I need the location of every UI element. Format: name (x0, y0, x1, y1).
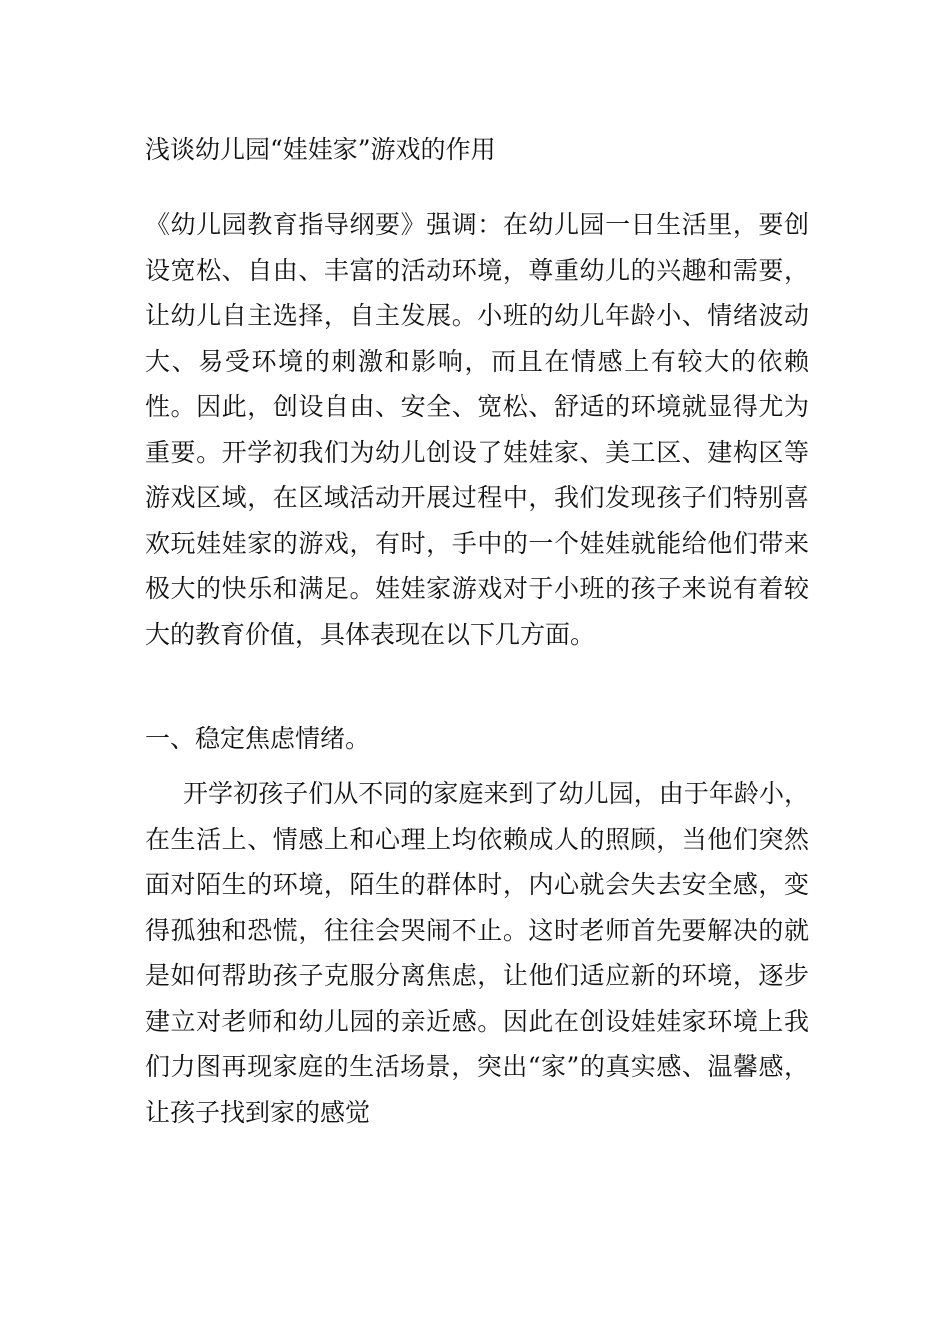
section-paragraph: 开学初孩子们从不同的家庭来到了幼儿园，由于年龄小，在生活上、情感上和心理上均依赖成人的照顾，当他们突然面对陌生的环境，陌生的群体时，内心就会失去安全感，变得孤独和恐慌，往往会哭闹不止。这时老师首先要解决的就是如何帮助孩子克服分离焦虑，让他们适应新的环境，逐步建立对老师和幼儿园的亲近感。因此在创设娃娃家环境上我们力图再现家庭的生活场景，突出“家”的真实感、温馨感，让孩子找到家的感觉 (145, 779, 809, 1127)
section-heading: 一、稳定焦虑情绪。 (145, 724, 371, 753)
document-title: 浅谈幼儿园“娃娃家”游戏的作用 (145, 135, 496, 164)
intro-paragraph: 《幼儿园教育指导纲要》强调：在幼儿园一日生活里，要创设宽松、自由、丰富的活动环境，尊重幼儿的兴趣和需要，让幼儿自主选择，自主发展。小班的幼儿年龄小、情绪波动大、易受环境的刺激和影响，而且在情感上有较大的依赖性。因此，创设自由、安全、宽松、舒适的环境就显得尤为重要。开学初我们为幼儿创设了娃娃家、美工区、建构区等游戏区域，在区域活动开展过程中，我们发现孩子们特别喜欢玩娃娃家的游戏，有时，手中的一个娃娃就能给他们带来极大的快乐和满足。娃娃家游戏对于小班的孩子来说有着较大的教育价值，具体表现在以下几方面。 (145, 210, 809, 649)
